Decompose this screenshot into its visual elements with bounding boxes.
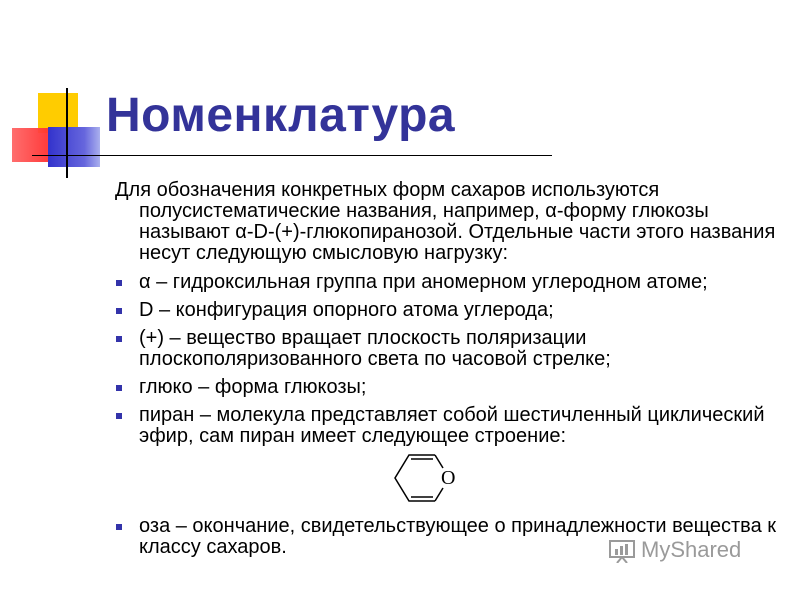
list-item <box>115 272 785 293</box>
list-item <box>115 300 785 321</box>
slide-body <box>115 180 785 565</box>
bullet-icon <box>116 524 122 530</box>
bullet-icon <box>116 336 122 342</box>
list-item <box>115 405 785 447</box>
intro-paragraph: Для обозначения конкретных форм сахаров используются полусистематические названия, например, α-форму глюкозы называют α-D-(+)-глюкопиранозой. Отдельные части этого названия несут следующую смысловую нагрузку: <box>115 179 776 264</box>
bullet-icon <box>116 413 122 419</box>
presentation-board-icon <box>607 537 637 563</box>
bullet-list <box>115 272 785 447</box>
bullet-icon <box>116 385 122 391</box>
decor-blue-block <box>48 127 100 167</box>
bullet-icon <box>116 280 122 286</box>
list-item-text: оза – окончание, свидетельствующее о принадлежности вещества к классу сахаров. <box>139 515 776 558</box>
pyran-structure <box>115 454 785 510</box>
watermark-logo <box>607 537 741 563</box>
list-item-text: глюко – форма глюкозы; <box>139 376 367 398</box>
list-item-text: пиран – молекула представляет собой шестичленный циклический эфир, сам пиран имеет следующее строение: <box>139 404 765 447</box>
pyran-ring-diagram <box>387 450 477 510</box>
list-item-text: (+) – вещество вращает плоскость поляризации плоскополяризованного света по часовой стрелке; <box>139 327 611 370</box>
list-item <box>115 377 785 398</box>
list-item <box>115 328 785 370</box>
slide-title: Номенклатура <box>106 89 456 142</box>
decor-horizontal-line <box>32 155 552 156</box>
decor-vertical-line <box>66 88 68 178</box>
watermark-text: MyShared <box>641 537 742 562</box>
oxygen-atom-label: O <box>441 467 456 489</box>
bullet-icon <box>116 308 122 314</box>
list-item-text: D – конфигурация опорного атома углерода; <box>139 299 554 321</box>
list-item-text: α – гидроксильная группа при аномерном углеродном атоме; <box>139 271 708 293</box>
